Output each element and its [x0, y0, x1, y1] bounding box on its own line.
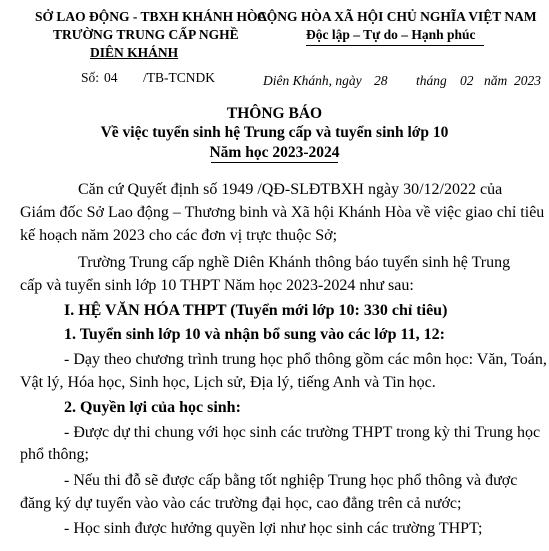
para1-line1: Căn cứ Quyết định số 1949 /QĐ-SLĐTBXH ngày 30/12/2022 của: [78, 181, 503, 198]
doc-title: THÔNG BÁO: [226, 105, 323, 122]
date-place: Diên Khánh, ngày: [263, 73, 362, 88]
date-month-label: tháng: [416, 73, 447, 88]
item2-bullet1-line2: phổ thông;: [20, 446, 89, 463]
item1-line2: Vật lý, Hóa học, Sinh học, Lịch sử, Địa lý, tiếng Anh và Tin học.: [20, 374, 436, 391]
national-title: CỘNG HÒA XÃ HỘI CHỦ NGHĨA VIỆT NAM: [257, 9, 537, 24]
national-motto: Độc lập – Tự do – Hạnh phúc: [306, 27, 476, 42]
item1-line1: - Dạy theo chương trình trung học phổ thông gồm các môn học: Văn, Toán,: [64, 351, 547, 368]
doc-number-suffix: /TB-TCNDK: [143, 70, 215, 85]
para1-line2: Giám đốc Sở Lao động – Thương binh và Xã hội Khánh Hòa về việc giao chỉ tiêu: [20, 204, 545, 221]
school-name-line2: DIÊN KHÁNH: [90, 45, 179, 60]
item2-bullet2-line2: đăng ký dự tuyển vào vào các trường đại học, cao đẳng trên cả nước;: [20, 495, 462, 512]
item2-bullet3-line1: - Học sinh được hưởng quyền lợi như học sinh các trường THPT;: [64, 520, 483, 537]
date-month: 02: [460, 73, 474, 88]
date-year: 2023: [514, 73, 541, 88]
date-year-label: năm: [484, 73, 508, 88]
motto-underline: [306, 45, 484, 46]
doc-number-prefix: Số:: [81, 70, 100, 85]
doc-number: 04: [104, 70, 118, 85]
title-underline: [211, 162, 338, 163]
para2-line1: Trường Trung cấp nghề Diên Khánh thông báo tuyển sinh hệ Trung: [78, 254, 511, 271]
item2-heading: 2. Quyền lợi của học sinh:: [64, 399, 241, 416]
agency-name: SỞ LAO ĐỘNG - TBXH KHÁNH HÒA: [35, 9, 268, 24]
doc-subtitle-1: Về việc tuyển sinh hệ Trung cấp và tuyển sinh lớp 10: [100, 124, 449, 141]
item1-heading: 1. Tuyển sinh lớp 10 và nhận bổ sung vào các lớp 11, 12:: [64, 326, 445, 343]
school-name-line1: TRƯỜNG TRUNG CẤP NGHỀ: [53, 27, 239, 42]
para2-line2: cấp và tuyển sinh lớp 10 THPT Năm học 2023-2024 như sau:: [20, 277, 414, 294]
item2-bullet2-line1: - Nếu thi đỗ sẽ được cấp bằng tốt nghiệp Trung học phổ thông và được: [64, 472, 518, 489]
section1-heading: I. HỆ VĂN HÓA THPT (Tuyển mới lớp 10: 330 chỉ tiêu): [64, 302, 448, 319]
doc-subtitle-2: Năm học 2023-2024: [209, 144, 340, 161]
date-day: 28: [374, 73, 388, 88]
para1-line3: kế hoạch năm 2023 cho các đơn vị trực thuộc Sở;: [20, 227, 338, 244]
item2-bullet1-line1: - Được dự thi chung với học sinh các trường THPT trong kỳ thi Trung học: [64, 424, 541, 441]
